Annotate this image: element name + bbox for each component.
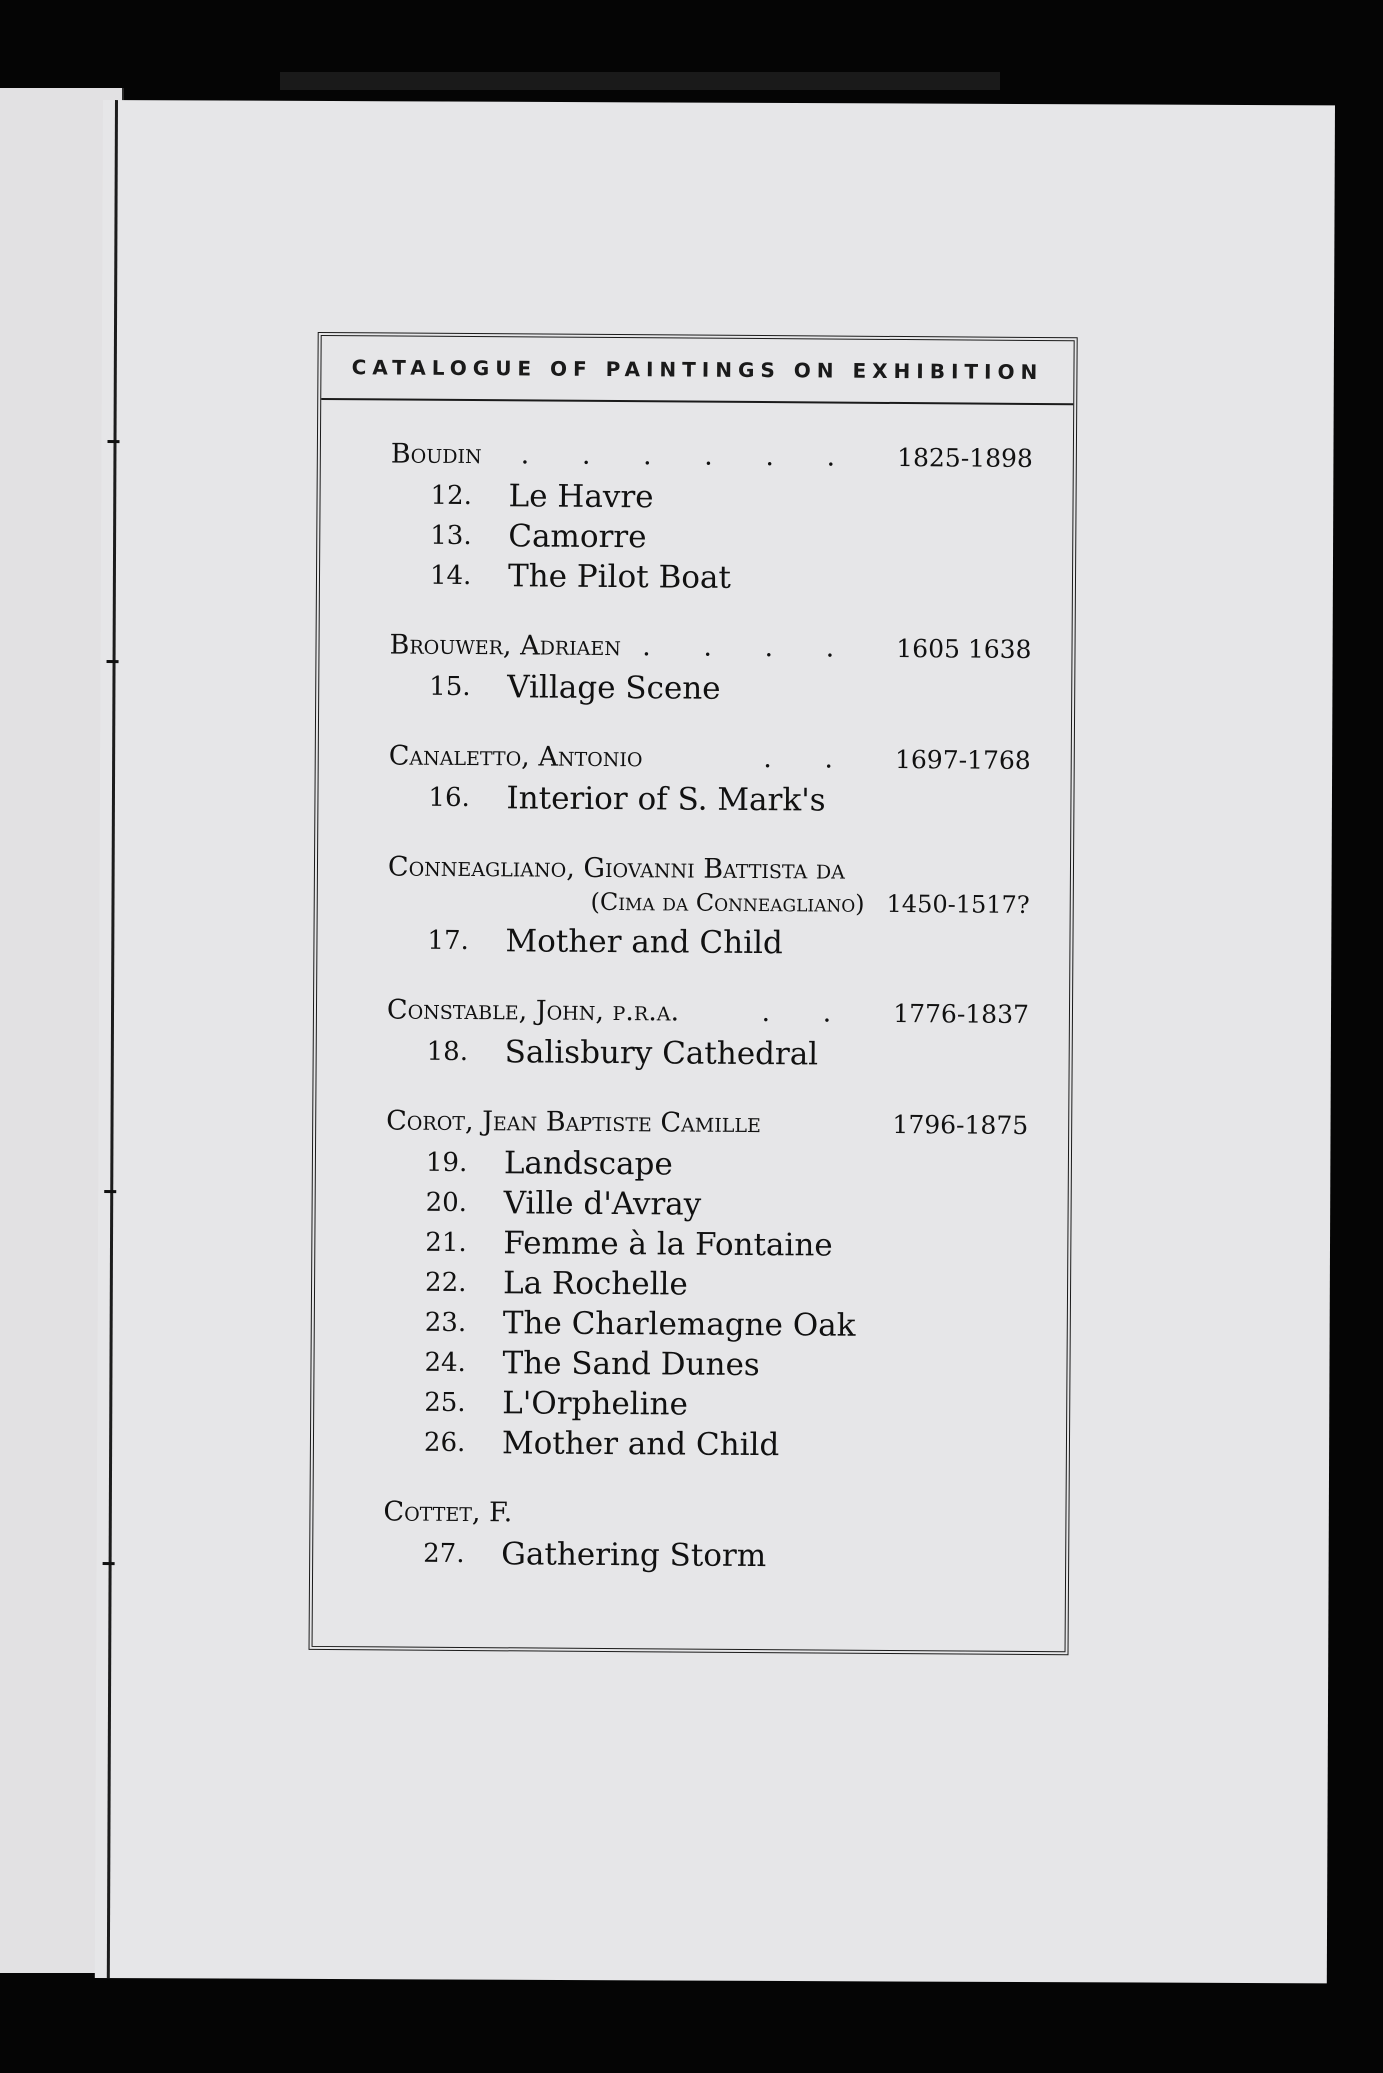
work-number: 20. [425, 1187, 468, 1219]
work-number: 21. [425, 1227, 467, 1259]
work-title: Village Scene [507, 669, 721, 707]
work-number: 16. [428, 782, 470, 814]
binding-gutter [107, 100, 118, 1978]
artist-name: Canaletto, Antonio [388, 740, 643, 774]
artist-dates: 1796-1875 [892, 1109, 1029, 1140]
work-item [386, 1142, 1028, 1186]
catalogue-page [95, 100, 1335, 1983]
work-number: 26. [423, 1427, 466, 1459]
page-top-shadow [280, 72, 1000, 90]
work-number: 12. [430, 480, 473, 512]
work-item [387, 920, 1029, 964]
work-item [384, 1382, 1026, 1426]
artist-name: Boudin [390, 438, 482, 471]
work-title: Mother and Child [505, 923, 783, 962]
leader-dots [761, 1132, 893, 1133]
artist-heading [383, 1496, 1025, 1531]
work-title: La Rochelle [502, 1265, 688, 1303]
work-item [387, 1031, 1029, 1075]
leader-dots [845, 879, 1030, 880]
work-number: 27. [423, 1538, 465, 1570]
works-list [388, 777, 1030, 821]
work-item [390, 515, 1032, 559]
artist-heading [391, 438, 1033, 473]
artist-name: Corot, Jean Baptiste Camille [386, 1105, 761, 1140]
work-number: 17. [427, 925, 469, 957]
artist-heading [387, 994, 1029, 1029]
work-item [390, 555, 1032, 599]
artist-heading [388, 851, 1030, 886]
leader-dots: . . [763, 743, 856, 775]
work-title: The Charlemagne Oak [502, 1305, 856, 1344]
artist-heading [386, 1105, 1028, 1140]
works-list [384, 1142, 1028, 1466]
work-item [389, 666, 1031, 710]
works-list [387, 920, 1029, 964]
work-item [388, 777, 1030, 821]
artist-dates: 1605 1638 [896, 633, 1032, 664]
artist-name: Cottet, F. [383, 1496, 513, 1529]
work-item [384, 1422, 1026, 1466]
artist-dates: 1697-1768 [894, 744, 1031, 775]
work-number: 19. [425, 1147, 468, 1179]
work-title: Landscape [503, 1145, 673, 1183]
work-number: 25. [424, 1387, 466, 1419]
work-title: The Sand Dunes [502, 1345, 760, 1384]
binding-mark [107, 660, 119, 663]
work-title: Salisbury Cathedral [504, 1034, 819, 1073]
work-title: The Pilot Boat [507, 558, 732, 596]
work-number: 14. [429, 560, 472, 592]
works-list [390, 475, 1033, 599]
leader-dots: . . . . [642, 631, 857, 664]
work-title: Mother and Child [501, 1425, 780, 1464]
binding-mark [104, 1190, 116, 1193]
works-list [387, 1031, 1029, 1075]
work-number: 23. [424, 1307, 467, 1339]
artist-alias-row [388, 886, 1030, 918]
work-item [386, 1182, 1028, 1226]
artist-dates: 1776-1837 [893, 998, 1030, 1029]
binding-mark [108, 440, 120, 443]
work-title: Gathering Storm [501, 1536, 767, 1575]
artist-alias: (Cima da Conneagliano) [590, 887, 865, 918]
work-item [385, 1222, 1027, 1266]
artist-heading [389, 740, 1031, 775]
work-item [383, 1533, 1025, 1577]
leader-dots: . . [761, 997, 854, 1029]
work-title: Le Havre [508, 478, 654, 516]
work-number: 22. [424, 1267, 467, 1299]
catalogue-title: CATALOGUE OF PAINTINGS ON EXHIBITION [321, 336, 1073, 405]
work-number: 13. [430, 520, 472, 552]
artist-dates: 1825-1898 [897, 442, 1033, 473]
work-item [390, 475, 1032, 519]
work-title: L'Orpheline [502, 1385, 689, 1423]
artist-name: Brouwer, Adriaen [389, 629, 622, 663]
work-title: Camorre [508, 518, 647, 556]
work-number: 18. [426, 1036, 469, 1068]
work-item [385, 1302, 1027, 1346]
work-number: 24. [424, 1347, 466, 1379]
artist-heading [389, 629, 1031, 664]
work-title: Femme à la Fontaine [503, 1225, 833, 1264]
binding-mark [103, 1562, 115, 1565]
work-title: Interior of S. Mark's [506, 780, 826, 819]
work-number: 15. [429, 671, 471, 703]
leader-dots [512, 1521, 1025, 1525]
catalogue-entries [313, 400, 1073, 1598]
works-list [389, 666, 1031, 710]
work-item [385, 1262, 1027, 1306]
works-list [383, 1533, 1025, 1577]
leader-dots: . . . . . . [520, 439, 858, 473]
catalogue-frame [309, 332, 1078, 1655]
artist-name: Constable, John, p.r.a. [386, 994, 680, 1028]
artist-dates: 1450-1517? [886, 889, 1030, 919]
artist-name: Conneagliano, Giovanni Battista da [387, 851, 846, 886]
work-title: Ville d'Avray [503, 1185, 702, 1223]
work-item [384, 1342, 1026, 1386]
